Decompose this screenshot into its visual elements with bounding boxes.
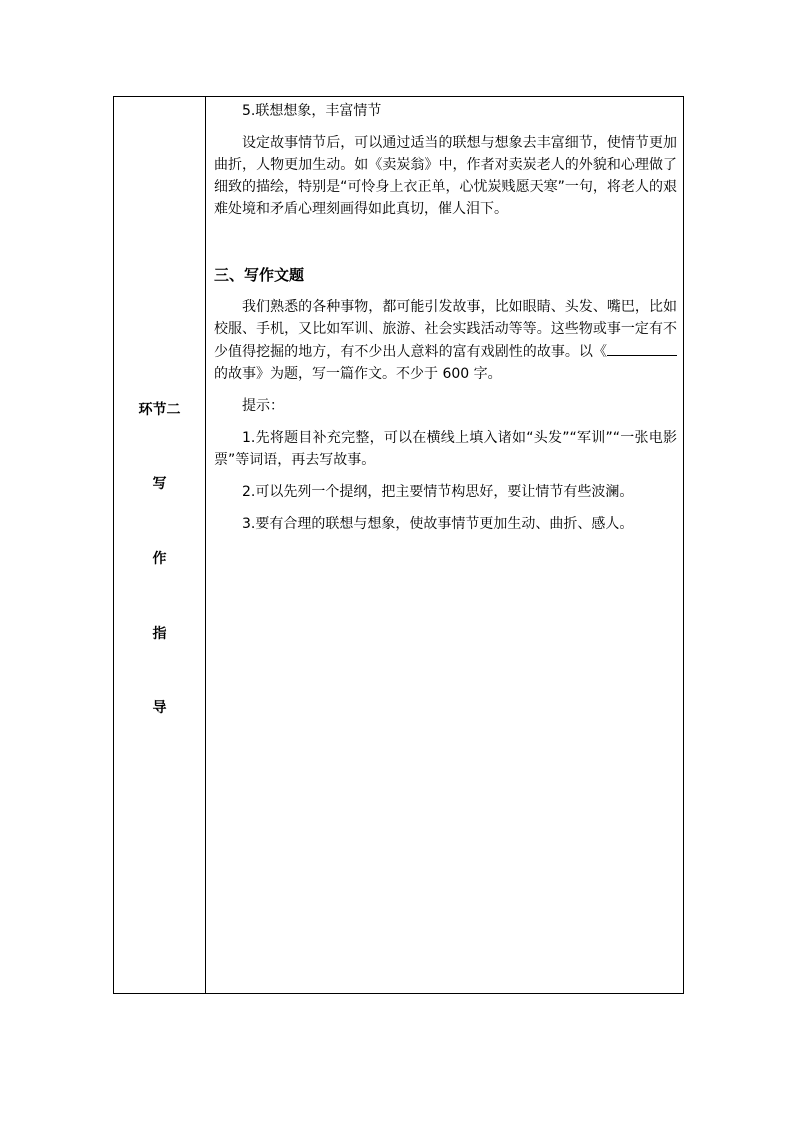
lesson-table	[113, 96, 684, 994]
section-char-3: 指	[152, 626, 167, 642]
tip-1: 1.先将题目补充完整，可以在横线上填入诸如“头发”“军训”“一张电影票”等词语，再去写故事。	[214, 430, 677, 468]
tip-2: 2.可以先列一个提纲，把主要情节构思好，要让情节有些波澜。	[242, 484, 634, 500]
title-blank	[607, 340, 677, 356]
tip-3: 3.要有合理的联想与想象，使故事情节更加生动、曲折、感人。	[242, 516, 634, 532]
section-label-cell	[114, 97, 206, 994]
writing-prompt	[214, 296, 677, 385]
section-char-4: 导	[152, 700, 167, 716]
item5-body: 设定故事情节后，可以通过适当的联想与想象去丰富细节，使情节更加曲折，人物更加生动。如《卖炭翁》中，作者对卖炭老人的外貌和心理做了细致的描绘，特别是“可怜身上衣正单，心忧炭贱愿天寒”一句，将老人的艰难处境和矛盾心理刻画得如此真切，催人泪下。	[214, 135, 677, 217]
content-cell	[206, 97, 684, 994]
section-char-2: 作	[152, 551, 167, 567]
item5-heading: 5.联想想象，丰富情节	[242, 103, 382, 119]
section3-title: 三、写作文题	[214, 266, 305, 284]
section-label: 环节二	[138, 402, 181, 418]
prompt-part1: 我们熟悉的各种事物，都可能引发故事，比如眼睛、头发、嘴巴，比如校服、手机，又比如军训、旅游、社会实践活动等等。这些物或事一定有不少值得挖掘的地方，有不少出人意料的富有戏剧性的故事。以《	[214, 299, 677, 360]
section-char-1: 写	[152, 476, 167, 492]
tips-label: 提示：	[242, 398, 284, 414]
prompt-part2: 的故事》为题，写一篇作文。不少于 600 字。	[214, 366, 502, 382]
